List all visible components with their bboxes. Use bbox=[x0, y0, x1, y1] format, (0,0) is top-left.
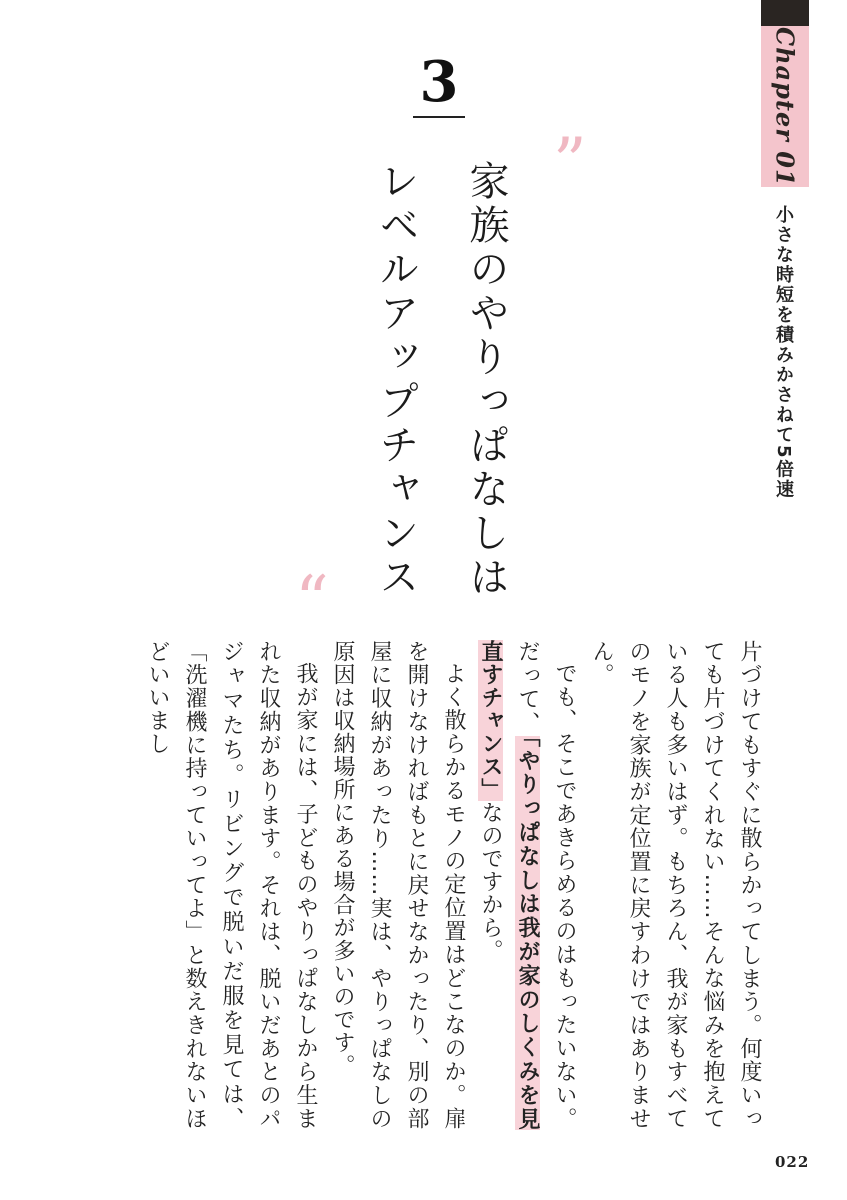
chapter-tab-top bbox=[761, 0, 809, 26]
paragraph-1: 片づけてもすぐに散らかってしまう。何度いっても片づけてくれない……そんな悩みを抱えている人も多いはず。もちろん、我が家もすべてのモノを家族が定位置に戻すわけではありません。 bbox=[589, 640, 762, 1130]
chapter-label: Chapter 01 bbox=[770, 26, 800, 187]
quote-open-mark: ” bbox=[553, 124, 587, 201]
page-number: 022 bbox=[775, 1153, 810, 1171]
paragraph-3: よく散らかるモノの定位置はどこなのか。扉を開けなければもとに戻せなかったり、別の部屋に収納があったり……実は、やりっぱなしの原因は収納場所にある場合が多いのです。 bbox=[330, 640, 466, 1130]
section-title-line-2: レベルアップチャンス bbox=[373, 160, 419, 600]
section-title-line-1: 家族のやりっぱなしは bbox=[463, 160, 509, 600]
paragraph-4: 我が家には、子どものやりっぱなしから生まれた収納があります。それは、脱いだあとのパジャマたち。リビングで脱いだ服を見ては、「洗濯機に持っていってよ」と数えきれないほどいいまし bbox=[145, 640, 318, 1130]
paragraph-2-tail: なのですから。 bbox=[478, 801, 503, 962]
chapter-subtitle: 小さな時短を積みかさねて5倍速 bbox=[773, 205, 794, 500]
quote-close-mark: “ bbox=[295, 562, 329, 639]
paragraph-2-lead: でも、そこであきらめるのはもったいない。だって、 bbox=[515, 640, 577, 1130]
section-number: 3 bbox=[419, 49, 459, 115]
paragraph-2 bbox=[472, 640, 583, 1130]
body-text bbox=[128, 640, 768, 1130]
highlighted-phrase: 「やりっぱなしは我が家のしくみを見直すチャンス」 bbox=[478, 640, 540, 1131]
section-divider bbox=[413, 116, 465, 118]
